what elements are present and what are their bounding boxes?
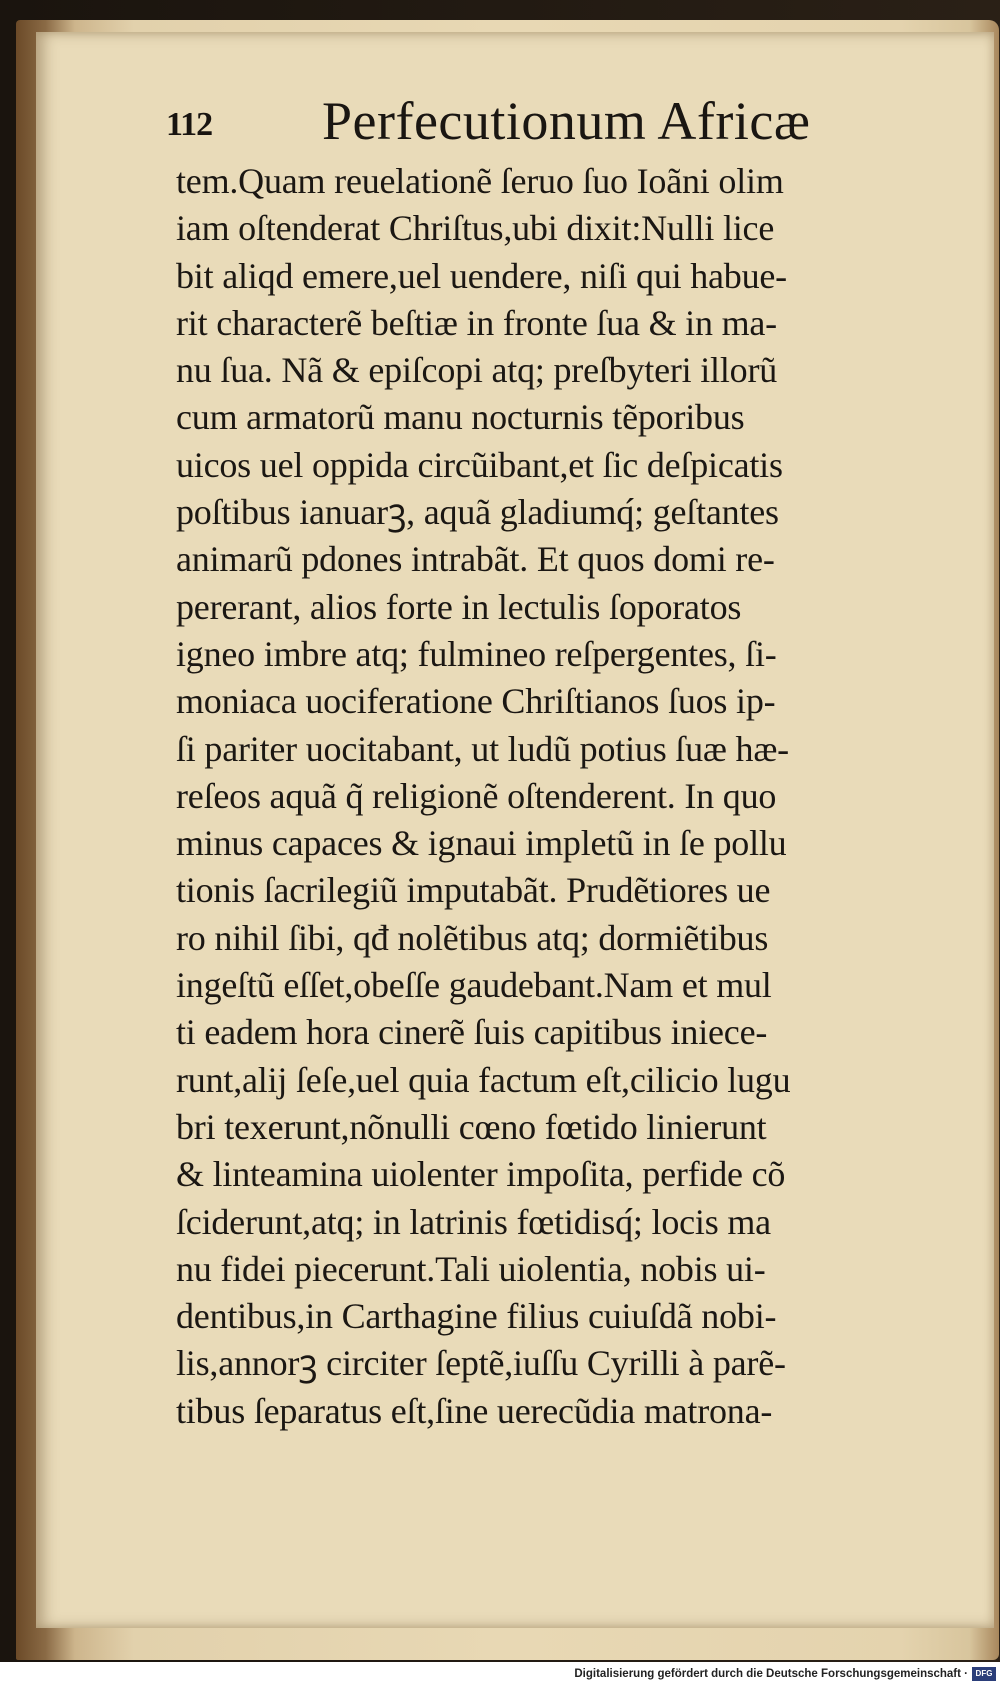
text-line: animarũ pdones intrabãt. Et quos domi re- bbox=[176, 539, 775, 580]
text-line: nu fidei piecerunt.Tali uiolentia, nobis ui- bbox=[176, 1248, 766, 1289]
text-line: uicos uel oppida circũibant,et ſic deſpicatis bbox=[176, 444, 783, 485]
footer-bar bbox=[0, 1662, 1000, 1689]
text-line: runt,alij ſeſe,uel quia factum eſt,cilicio lugu bbox=[176, 1059, 791, 1100]
page-header bbox=[0, 82, 1000, 162]
text-line: bit aliqd emere,uel uendere, niſi qui habue- bbox=[176, 255, 787, 296]
text-line: tionis ſacrilegiũ imputabãt. Prudẽtiores ue bbox=[176, 870, 771, 911]
text-line: cum armatorũ manu nocturnis tẽporibus bbox=[176, 397, 745, 438]
text-line: tibus ſeparatus eſt,ſine uerecũdia matrona- bbox=[176, 1390, 773, 1431]
dfg-logo: DFG bbox=[972, 1667, 996, 1681]
text-line: ti eadem hora cinerẽ ſuis capitibus iniece- bbox=[176, 1012, 768, 1053]
text-line: tem.Quam reuelationẽ ſeruo ſuo Ioãni olim bbox=[176, 161, 784, 201]
text-line: ingeſtũ eſſet,obeſſe gaudebant.Nam et mul bbox=[176, 965, 772, 1006]
text-line: & linteamina uiolenter impoſita, perfide cõ bbox=[176, 1154, 786, 1195]
text-line: nu ſua. Nã & epiſcopi atq; preſbyteri illorũ bbox=[176, 350, 778, 391]
text-line: ro nihil ſibi, qđ nolẽtibus atq; dormiẽtibus bbox=[176, 917, 769, 958]
text-line: bri texerunt,nõnulli cœno fœtido linierunt bbox=[176, 1106, 767, 1147]
text-line: lis,annorꝫ circiter ſeptẽ,iuſſu Cyrilli à parẽ- bbox=[176, 1343, 786, 1384]
text-line: ſi pariter uocitabant, ut ludũ potius ſuæ hæ- bbox=[176, 728, 789, 769]
page-number: 112 bbox=[166, 106, 213, 143]
text-line: moniaca uociferatione Chriſtianos ſuos ip- bbox=[176, 681, 776, 722]
text-line: reſeos aquã q̃ religionẽ oſtenderent. In quo bbox=[176, 775, 777, 816]
text-line: poſtibus ianuarꝫ, aquã gladiumq́; geſtantes bbox=[176, 492, 779, 533]
body-text bbox=[176, 158, 946, 1435]
digitization-credit: Digitalisierung gefördert durch die Deutsche Forschungsgemeinschaft · bbox=[574, 1668, 968, 1680]
text-line: rit characterẽ beſtiæ in fronte ſua & in ma- bbox=[176, 302, 777, 343]
text-line: pererant, alios forte in lectulis ſoporatos bbox=[176, 586, 742, 627]
text-line: dentibus,in Carthagine filius cuiuſdã nobi- bbox=[176, 1296, 777, 1337]
text-line: igneo imbre atq; fulmineo reſpergentes, ſi- bbox=[176, 633, 777, 674]
running-title: Perfecutionum Africæ bbox=[322, 91, 811, 151]
text-line: ſciderunt,atq; in latrinis fœtidisq́; locis ma bbox=[176, 1201, 771, 1242]
text-line: minus capaces & ignaui impletũ in ſe pollu bbox=[176, 823, 787, 864]
text-line: iam oſtenderat Chriſtus,ubi dixit:Nulli lice bbox=[176, 208, 775, 249]
